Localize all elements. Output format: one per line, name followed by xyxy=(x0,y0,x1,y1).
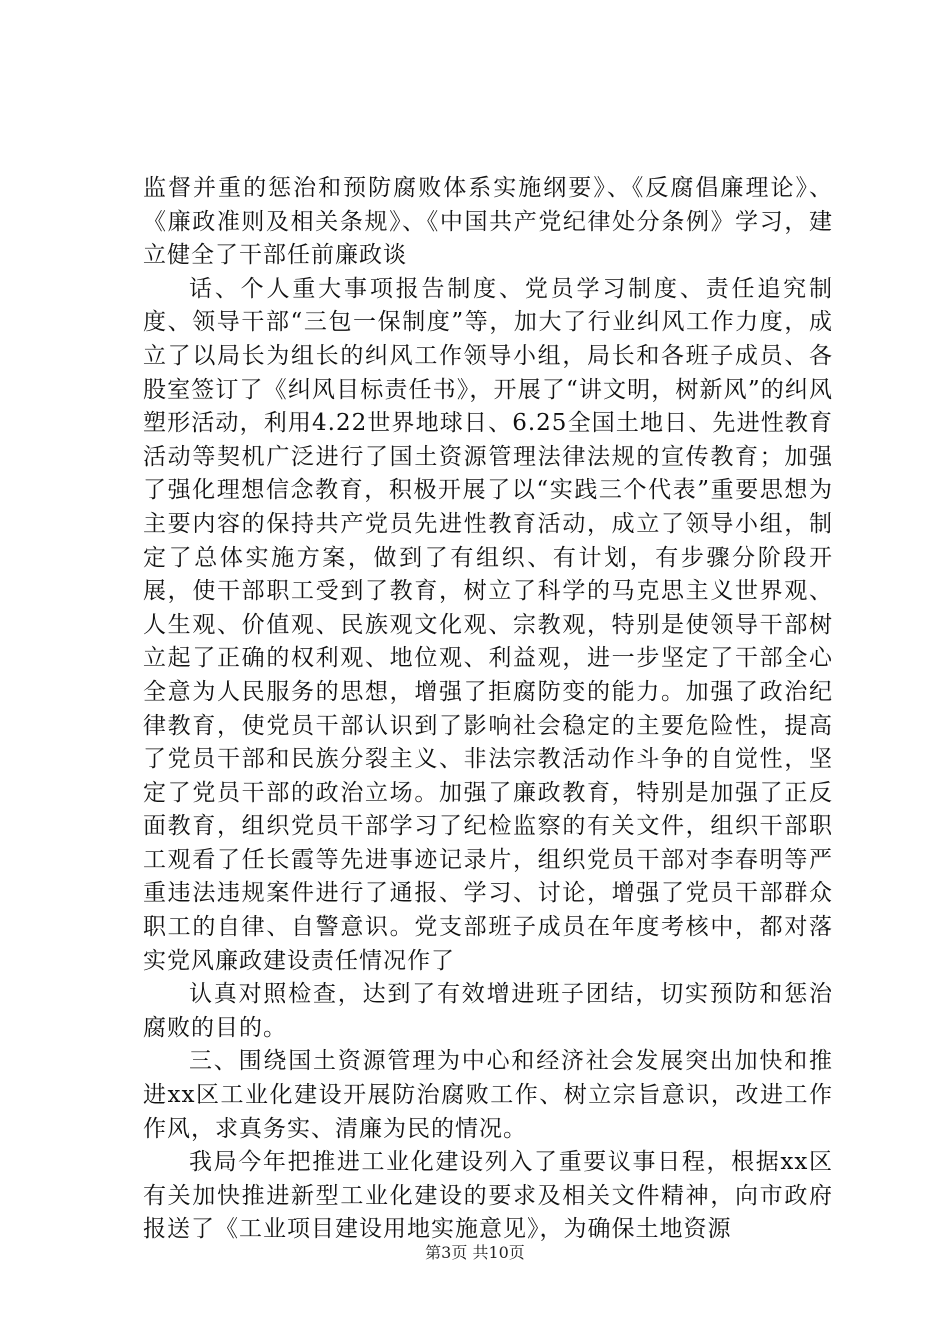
document-body xyxy=(143,172,833,1247)
paragraph-5: 我局今年把推进工业化建设列入了重要议事日程，根据xx区有关加快推进新型工业化建设的要求及相关文件精神，向市政府报送了《工业项目建设用地实施意见》，为确保土地资源 xyxy=(143,1149,833,1243)
paragraph-2: 话、个人重大事项报告制度、党员学习制度、责任追究制度、领导干部“三包一保制度”等，加大了行业纠风工作力度，成立了以局长为组长的纠风工作领导小组，局长和各班子成员、各股室签订了《纠风目标责任书》，开展了“讲文明，树新风”的纠风塑形活动，利用4.22世界地球日、6.25全国土地日、先进性教育活动等契机广泛进行了国土资源管理法律法规的宣传教育；加强了强化理想信念教育，积极开展了以“实践三个代表”重要思想为主要内容的保持共产党员先进性教育活动，成立了领导小组，制定了总体实施方案，做到了有组织、有计划，有步骤分阶段开展，使干部职工受到了教育，树立了科学的马克思主义世界观、人生观、价值观、民族观文化观、宗教观，特别是使领导干部树立起了正确的权利观、地位观、利益观，进一步坚定了干部全心全意为人民服务的思想，增强了拒腐防变的能力。加强了政治纪律教育，使党员干部认识到了影响社会稳定的主要危险性，提高了党员干部和民族分裂主义、非法宗教活动作斗争的自觉性，坚定了党员干部的政治立场。加强了廉政教育，特别是加强了正反面教育，组织党员干部学习了纪检监察的有关文件，组织干部职工观看了任长霞等先进事迹记录片，组织党员干部对李春明等严重违法违规案件进行了通报、学习、讨论，增强了党员干部群众职工的自律、自警意识。党支部班子成员在年度考核中，都对落实党风廉政建设责任情况作了 xyxy=(143,275,833,974)
paragraph-3: 认真对照检查，达到了有效增进班子团结，切实预防和惩治腐败的目的。 xyxy=(143,981,833,1041)
paragraph-4: 三、围绕国土资源管理为中心和经济社会发展突出加快和推进xx区工业化建设开展防治腐败工作、树立宗旨意识，改进工作作风，求真务实、清廉为民的情况。 xyxy=(143,1048,833,1142)
paragraph-1: 监督并重的惩治和预防腐败体系实施纲要》、《反腐倡廉理论》、《廉政准则及相关条规》、《中国共产党纪律处分条例》学习，建立健全了干部任前廉政谈 xyxy=(143,175,833,269)
page-number-footer: 第3页 共10页 xyxy=(425,1243,525,1262)
